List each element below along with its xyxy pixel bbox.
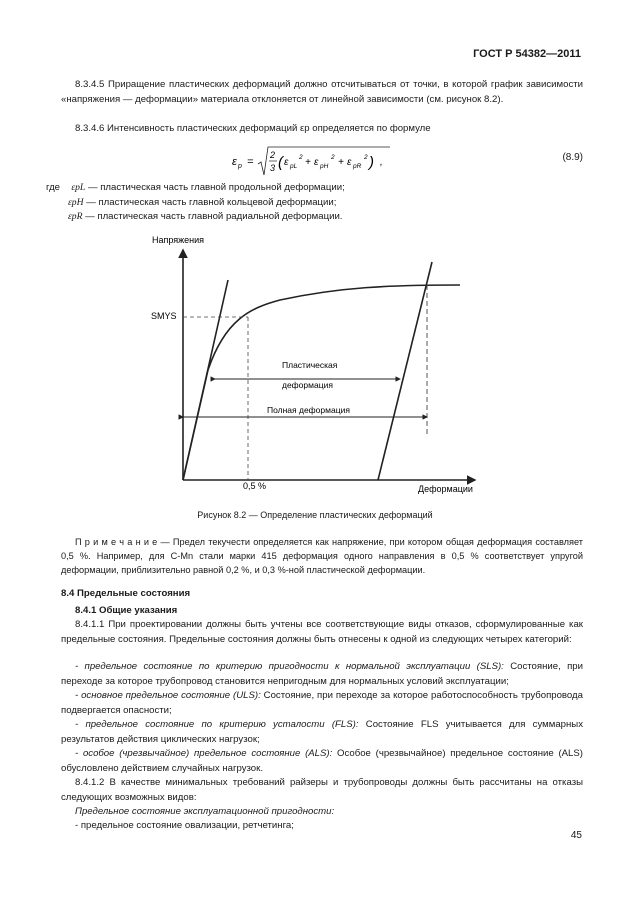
- paragraph-8-4-1-1: 8.4.1.1 При проектировании должны быть учтены все соответствующие виды отказов, сформулированные как предельные состояния. Предельные состояния должны быть отнесены к одной из следующих четырех категорий:: [61, 619, 583, 645]
- definition-row: где εpL — пластическая часть главной продольной деформации;: [46, 182, 345, 193]
- svg-text:+: +: [305, 157, 311, 168]
- svg-text:): ): [369, 154, 374, 171]
- y-axis-label: Напряжения: [152, 235, 205, 245]
- svg-text:pR: pR: [353, 163, 362, 170]
- serviceability-heading: Предельное состояние эксплуатационной пригодности:: [75, 806, 335, 817]
- page-number: 45: [570, 830, 582, 841]
- definition-row: εpR — пластическая часть главной радиальной деформации.: [68, 211, 343, 222]
- definition-row: εpH — пластическая часть главной кольцевой деформации;: [68, 196, 337, 208]
- svg-text:=: =: [247, 156, 254, 168]
- document-header: ГОСТ Р 54382—2011: [473, 48, 581, 60]
- svg-text:pH: pH: [320, 163, 329, 170]
- ovalization-item: - предельное состояние овализации, ретчетинга;: [75, 820, 294, 831]
- plastic-label-1: Пластическая: [282, 360, 338, 370]
- svg-text:ε: ε: [347, 157, 352, 168]
- formula-graphic: [230, 143, 400, 183]
- paragraph-8-3-4-5: 8.3.4.5 Приращение пластических деформаций должно отсчитываться от точки, в которой график зависимости «напряжения — деформации» материала отклоняется от линейной зависимости (см. рисунок 8.2).: [61, 79, 583, 105]
- svg-text:2: 2: [270, 150, 276, 160]
- note-paragraph: П р и м е ч а н и е — Предел текучести определяется как напряжение, при котором общая деформация составляет 0,5 %. Например, для C-Mn стали марки 415 деформация одного направления в 0,5 % соответствует упругой деформации, приблизительно равной 0,2 %, и 0,3 %-ной пластической деформации.: [61, 537, 583, 575]
- x-axis-label: Деформации: [418, 484, 473, 494]
- svg-text:2: 2: [364, 154, 368, 161]
- stress-strain-figure: [130, 230, 490, 500]
- total-label: Полная деформация: [267, 405, 350, 415]
- limit-state-als: - особое (чрезвычайное) предельное состояние (ALS): Особое (чрезвычайное) предельное состояние (ALS) обусловлено действием случайных нагрузок.: [61, 748, 583, 774]
- section-8-4-1-title: 8.4.1 Общие указания: [75, 605, 178, 616]
- limit-state-fls: - предельное состояние по критерию усталости (FLS): Состояние FLS учитывается для суммарных результатов действия циклических нагрузок;: [61, 719, 583, 745]
- svg-text:(: (: [278, 154, 283, 171]
- paragraph-8-4-1-2: 8.4.1.2 В качестве минимальных требований райзеры и трубопроводы должны быть рассчитаны на отказы следующих возможных видов:: [61, 777, 583, 803]
- limit-state-uls: - основное предельное состояние (ULS): Состояние, при переходе за которое работоспособность трубопровода подвергается опасности;: [61, 690, 583, 716]
- equation-number: (8.9): [562, 152, 583, 163]
- svg-text:,: ,: [380, 157, 383, 168]
- svg-text:2: 2: [299, 154, 303, 161]
- x-tick-label: 0,5 %: [243, 481, 267, 491]
- elastic-line: [183, 280, 228, 480]
- formula-8-9: [230, 143, 400, 186]
- figure-caption: Рисунок 8.2 — Определение пластических деформаций: [197, 510, 433, 520]
- plastic-label-2: деформация: [282, 380, 333, 390]
- limit-state-sls: - предельное состояние по критерию пригодности к нормальной эксплуатации (SLS): Состояние, при переходе за которое трубопровод становится непригодным для нормальных условий эксплуатации;: [61, 661, 583, 687]
- smys-label: SMYS: [151, 311, 177, 321]
- svg-text:ε: ε: [314, 157, 319, 168]
- symbol-definitions: [46, 181, 345, 225]
- svg-text:+: +: [338, 157, 344, 168]
- paragraph-8-3-4-6: 8.3.4.6 Интенсивность пластических деформаций εp определяется по формуле: [75, 123, 431, 134]
- section-8-4-title: 8.4 Предельные состояния: [61, 588, 191, 599]
- svg-text:ε: ε: [232, 156, 237, 168]
- svg-text:p: p: [238, 163, 242, 170]
- svg-text:3: 3: [270, 163, 276, 173]
- svg-text:pL: pL: [290, 163, 298, 170]
- unloading-line: [378, 262, 432, 480]
- svg-text:2: 2: [331, 154, 335, 161]
- svg-text:ε: ε: [284, 157, 289, 168]
